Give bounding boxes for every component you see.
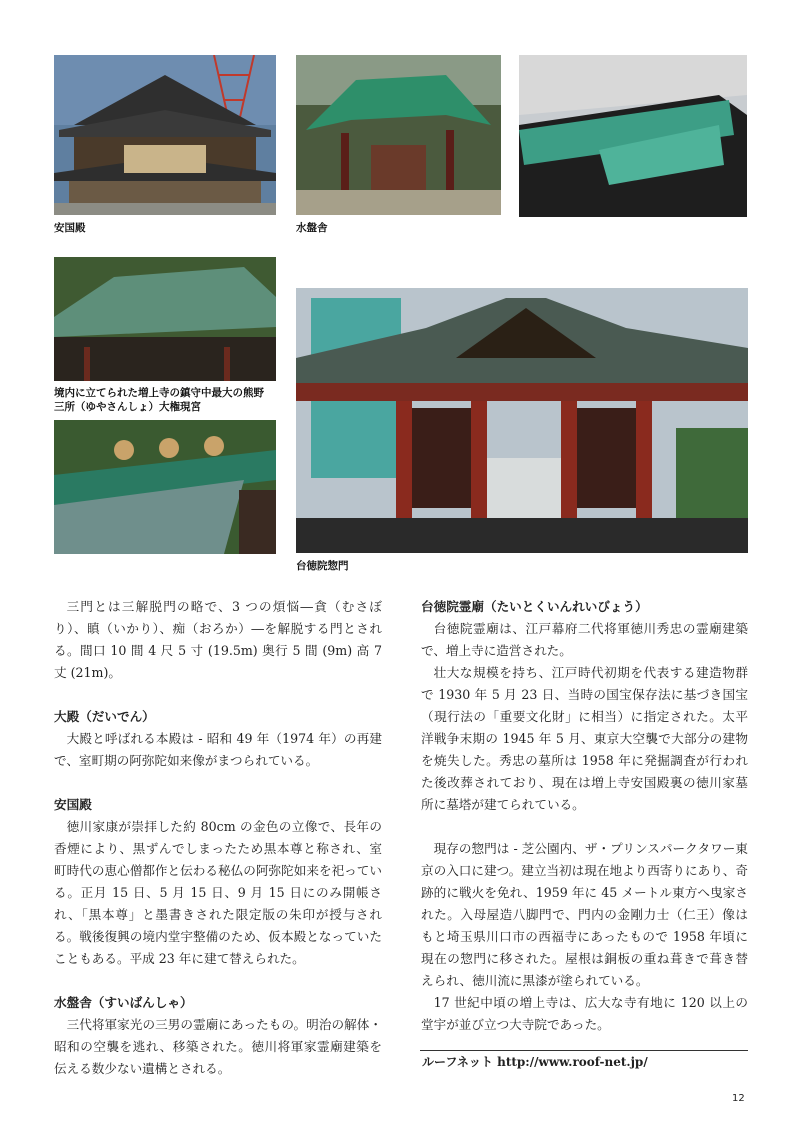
heading-taitokuin: 台徳院霊廟（たいとくいんれいびょう） — [421, 599, 648, 614]
paragraph: 台徳院霊廟は、江戸幕府二代将軍徳川秀忠の霊廟建築で、増上寺に造営された。 — [421, 621, 748, 658]
paragraph: 三門とは三解脱門の略で、3 つの煩悩―貪（むさぼり）、瞋（いかり）、痴（おろか）―を解脱する門とされる。間口 10 間 4 尺 5 寸 (19.5m) 奥行 5 間 (9m) 高 7 丈 (21m)。 — [54, 599, 382, 680]
right-text-column — [421, 596, 748, 1036]
caption-ankokuden: 安国殿 — [54, 222, 86, 234]
paragraph: 三代将軍家光の三男の霊廟にあったもの。明治の解体・昭和の空襲を逃れ、移築された。徳川将軍家霊廟建築を伝える数少ない遺構とされる。 — [54, 1017, 382, 1076]
photo-roof-ridge — [54, 420, 276, 554]
caption-kumano-line1: 境内に立てられた増上寺の鎮守中最大の熊野 — [54, 387, 264, 399]
photo-kumano-shrine — [54, 257, 276, 381]
spacer — [54, 684, 382, 706]
caption-kumano-line2: 三所（ゆやさんしょ）大権現宮 — [54, 401, 201, 413]
paragraph: 壮大な規模を持ち、江戸時代初期を代表する建造物群で 1930 年 5 月 23 日、当時の国宝保存法に基づき国宝（現行法の「重要文化財」に相当）に指定された。太平洋戦争末期の 1945 年 5 月、東京大空襲で大部分の建物を焼失した。秀忠の墓所は 1958 年に発掘調査が行われた後改葬されており、現在は増上寺安国殿裏の徳川家墓所に墓塔が建てられている。 — [421, 665, 748, 812]
paragraph: 徳川家康が崇拝した約 80cm の金色の立像で、長年の香煙により、黒ずんでしまったため黒本尊と称され、室町時代の恵心僧都作と伝わる秘仏の阿弥陀如来を祀っている。正月 15 日、5 月 15 日、9 月 15 日にのみ開帳され、「黒本尊」と墨書きされた限定版の朱印が授与される。戦後復興の境内堂宇整備のため、仮本殿となっていたこともある。平成 23 年に建て替えられた。 — [54, 819, 382, 966]
heading-ankokuden: 安国殿 — [54, 797, 92, 812]
heading-daiden: 大殿（だいでん） — [54, 709, 155, 724]
spacer — [54, 970, 382, 992]
photo-suibansha — [296, 55, 501, 215]
paragraph: 大殿と呼ばれる本殿は - 昭和 49 年（1974 年）の再建で、室町期の阿弥陀如来像がまつられている。 — [54, 731, 382, 768]
left-text-column — [54, 596, 382, 1080]
footer-link[interactable]: ルーフネット http://www.roof-net.jp/ — [422, 1055, 648, 1069]
caption-suibansha: 水盤舎 — [296, 222, 328, 234]
page-number: 12 — [732, 1093, 745, 1104]
paragraph: 17 世紀中頃の増上寺は、広大な寺有地に 120 以上の堂宇が並び立つ大寺院であった。 — [421, 995, 748, 1032]
footer-rule — [420, 1050, 748, 1051]
photo-sobomon — [296, 288, 748, 553]
heading-suibansha: 水盤舎（すいばんしゃ） — [54, 995, 193, 1010]
photo-roof-detail — [519, 55, 747, 217]
caption-sobomon: 台徳院惣門 — [296, 560, 349, 572]
paragraph: 現存の惣門は - 芝公園内、ザ・プリンスパークタワー東京の入口に建つ。建立当初は現在地より西寄りにあり、奇跡的に戦火を免れ、1959 年に 45 メートル東方へ曳家された。入母屋造八脚門で、門内の金剛力士（仁王）像はもと埼玉県川口市の西福寺にあったもので 1958 年頃に現在の惣門に移された。屋根は銅板の重ね葺きで葺き替えられ、徳川流に黒漆が塗られている。 — [421, 841, 748, 988]
spacer — [54, 772, 382, 794]
spacer — [421, 816, 748, 838]
photo-ankokuden — [54, 55, 276, 215]
